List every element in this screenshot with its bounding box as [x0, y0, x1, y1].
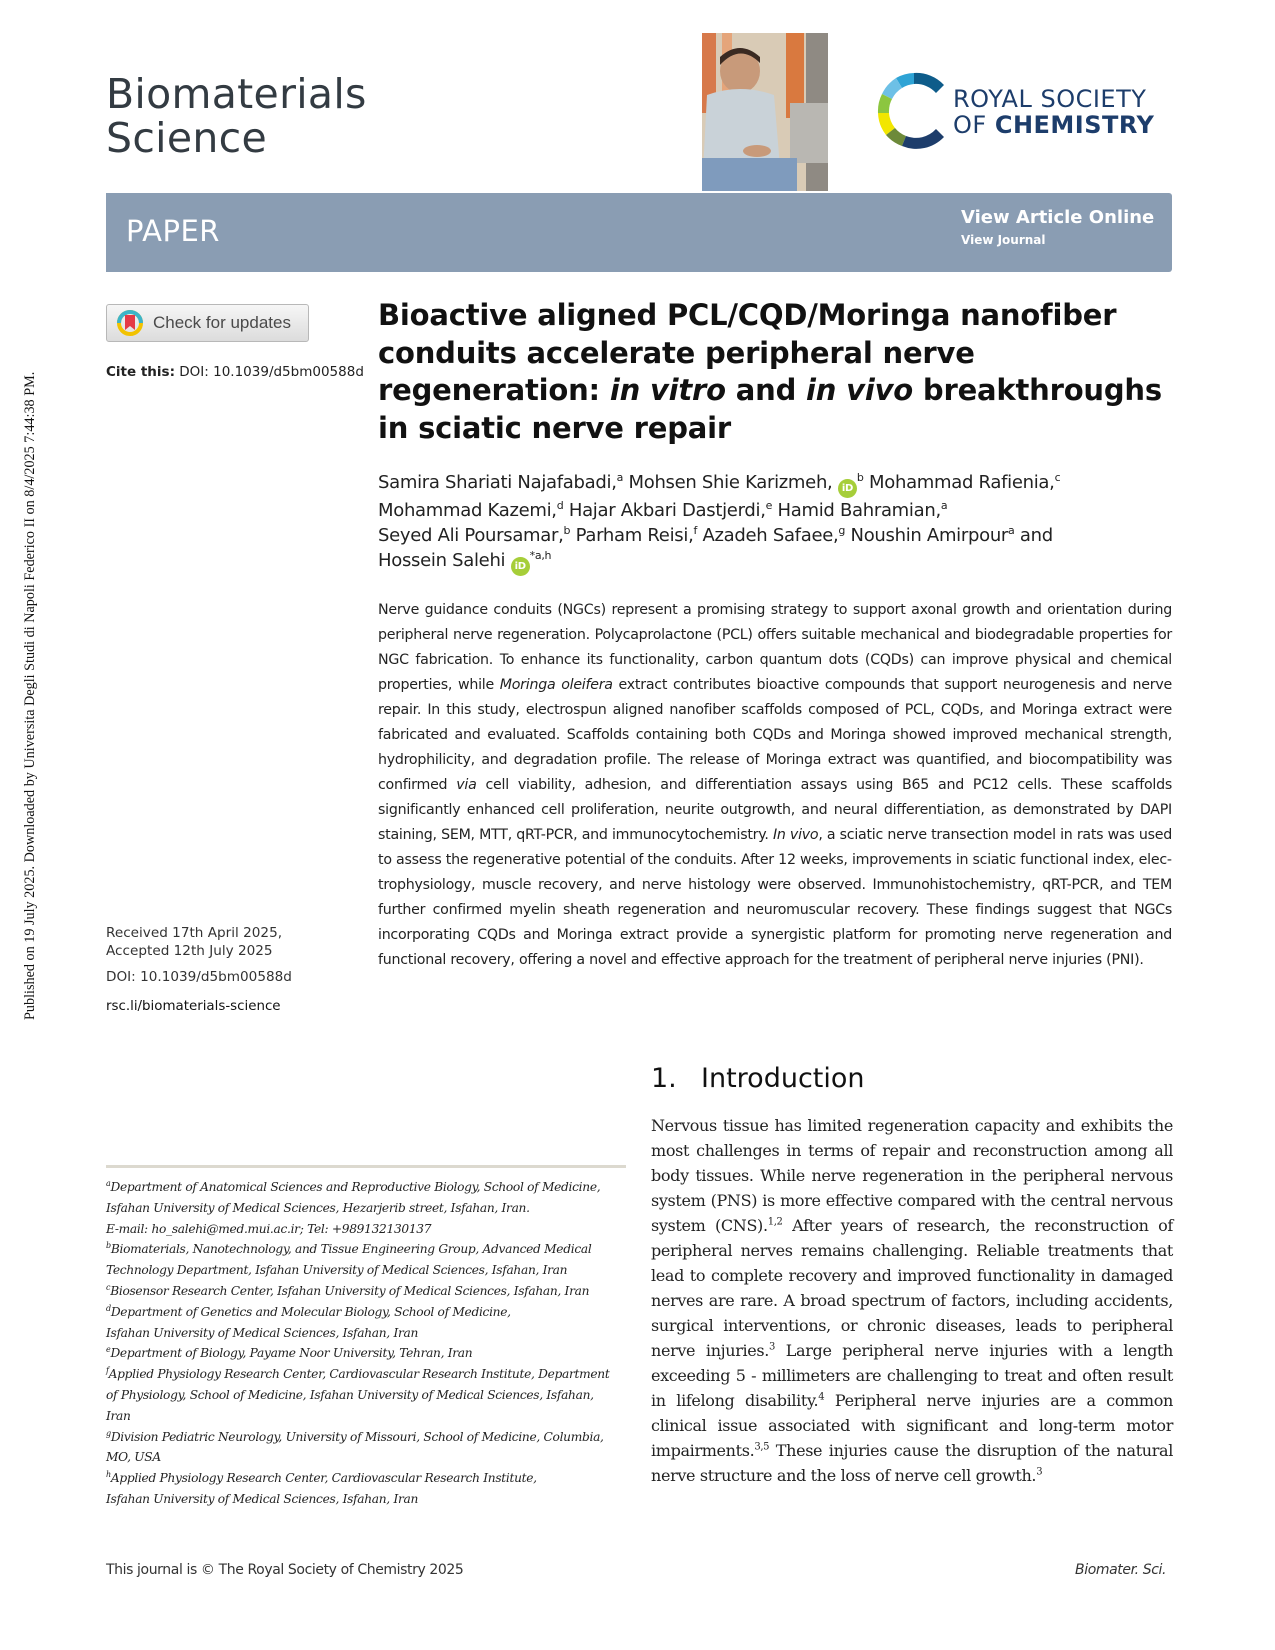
- author-list: [378, 470, 1178, 576]
- journal-link[interactable]: rsc.li/biomaterials-science: [106, 999, 281, 1014]
- rsc-wordmark-line2: [953, 112, 1154, 138]
- author-name: Azadeh Safaee,: [702, 525, 839, 546]
- affiliation-line: Applied Physiology Research Center, Cardiovascular Research Institute, Department: [108, 1367, 610, 1382]
- intro-text: After years of research, the reconstruction of peripheral nerves remains challenging. Reliable treatments that lead to complete recovery and improved functionality in damaged nerves are rare. A broad spectrum of factors, including accidents, surgical interventions, or chronic diseases, leads to peripheral nerve injuries.: [651, 1216, 1173, 1360]
- section-heading-introduction: [651, 1063, 865, 1094]
- affiliation-item: [106, 1364, 626, 1426]
- rsc-wordmark-line1: ROYAL SOCIETY: [953, 85, 1147, 113]
- affiliation-item: [106, 1468, 626, 1510]
- affiliation-marker: *a,h: [529, 549, 552, 562]
- affiliation-marker: a: [616, 471, 624, 484]
- received-accepted-dates: [106, 924, 282, 960]
- affiliation-line: Isfahan University of Medical Sciences, Isfahan, Iran: [106, 1491, 419, 1506]
- journal-name-line2: Science: [106, 114, 268, 162]
- affiliation-key: b: [106, 1241, 111, 1251]
- affiliation-line: Applied Physiology Research Center, Cardiovascular Research Institute,: [110, 1471, 537, 1486]
- affiliation-line: Department of Anatomical Sciences and Reproductive Biology, School of Medicine,: [110, 1180, 601, 1194]
- affiliation-marker: f: [693, 524, 698, 537]
- view-article-online-link[interactable]: View Article Online: [961, 207, 1155, 228]
- affiliation-marker: b: [563, 524, 571, 537]
- author-name: Parham Reisi,: [575, 525, 694, 546]
- section-title: Introduction: [701, 1063, 865, 1094]
- author-name: Mohsen Shie Karizmeh,: [628, 472, 833, 493]
- abstract-text: cell viability, adhesion, and differentiation assays using B65 and PC12 cells. These scaffolds significantly enhanced cell proliferation, neurite outgrowth, and neural differentiation, as demonstrated by DAPI staining, SEM, MTT, qRT-PCR, and immunocytochemistry.: [378, 777, 1172, 843]
- affiliation-key: c: [106, 1282, 111, 1292]
- intro-text: Peripheral nerve injuries are a common clinical issue associated with significant and long-term motor impairments.: [651, 1391, 1173, 1460]
- footnote-divider: [106, 1165, 626, 1168]
- author-name: and: [1019, 525, 1053, 546]
- affiliation-line: Isfahan University of Medical Sciences, Hezarjerib street, Isfahan, Iran.: [106, 1200, 530, 1215]
- article-type-label: PAPER: [126, 214, 220, 248]
- affiliation-line: Technology Department, Isfahan University of Medical Sciences, Isfahan, Iran: [106, 1263, 568, 1278]
- abstract: [378, 598, 1172, 973]
- affiliation-key: d: [106, 1303, 111, 1313]
- citation-ref[interactable]: 1,2: [767, 1216, 783, 1228]
- footer-journal-abbrev: Biomater. Sci.: [1075, 1562, 1167, 1578]
- abstract-text: , a sciatic nerve transection model in rats was used to assess the regenerative potential of the conduits. After 12 weeks, improvements in sciatic functional index, electrophysiology, muscle recovery, and nerve histology were observed. Immunohistochemistry, qRT-PCR, and TEM further confirmed myelin sheath regeneration and neuromuscular recovery. These findings suggest that NGCs incorporating CQDs and Moringa extract provide a synergistic platform for promoting nerve regeneration and functional recovery, offering a novel and effective approach for the treatment of peripheral nerve injuries (PNI).: [378, 827, 1172, 968]
- title-text: and: [725, 373, 807, 407]
- affiliation-line: Division Pediatric Neurology, University of Missouri, School of Medicine, Columbia,: [110, 1429, 604, 1444]
- affiliation-line: Biosensor Research Center, Isfahan University of Medical Sciences, Isfahan, Iran: [110, 1283, 590, 1298]
- intro-text: Large peripheral nerve injuries with a length exceeding 5 - millimeters are challenging to treat and often result in lifelong disability.: [651, 1341, 1173, 1410]
- affiliation-key: f: [106, 1366, 109, 1376]
- cite-this: [106, 364, 364, 380]
- author-name: Hossein Salehi: [378, 550, 506, 571]
- check-for-updates-button[interactable]: [106, 304, 309, 342]
- affiliation-marker: a: [1008, 524, 1015, 537]
- affiliation-line: Iran: [106, 1408, 131, 1423]
- section-number: 1.: [651, 1063, 677, 1094]
- author-name: Samira Shariati Najafabadi,: [378, 472, 617, 493]
- cite-label: Cite this:: [106, 364, 175, 380]
- article-title: [378, 297, 1178, 447]
- abstract-italic: In vivo: [772, 827, 819, 843]
- download-stamp: Published on 19 July 2025. Downloaded by Universita Degli Studi di Napoli Federico II on 8/4/2025 7:44:38 PM.: [22, 371, 38, 1020]
- orcid-icon[interactable]: iD: [838, 479, 857, 498]
- rsc-wordmark: [953, 86, 1154, 138]
- intro-text: These injuries cause the disruption of the natural nerve structure and the loss of nerve cell growth.: [651, 1441, 1173, 1485]
- affiliation-marker: g: [838, 524, 846, 537]
- cite-doi: DOI: 10.1039/d5bm00588d: [174, 364, 364, 380]
- title-text: breakthroughs in sciatic nerve repair: [378, 373, 1162, 445]
- author-name: Hamid Bahramian,: [777, 500, 941, 521]
- affiliation-key: e: [106, 1345, 111, 1355]
- affiliation-item: [106, 1302, 626, 1344]
- affiliation-marker: a: [940, 499, 948, 512]
- journal-name: [106, 72, 367, 160]
- affiliation-key: g: [106, 1428, 111, 1438]
- affiliation-item: [106, 1177, 626, 1239]
- citation-ref[interactable]: 3,5: [754, 1441, 770, 1453]
- introduction-paragraph: [651, 1113, 1173, 1488]
- affiliation-line: E-mail: ho_salehi@med.mui.ac.ir; Tel: +989132130137: [106, 1221, 432, 1236]
- affiliation-marker: c: [1054, 471, 1061, 484]
- affiliation-key: a: [106, 1178, 111, 1188]
- citation-ref[interactable]: 3: [769, 1341, 776, 1353]
- author-name: Noushin Amirpour: [850, 525, 1009, 546]
- affiliation-marker: d: [556, 499, 564, 512]
- rsc-wordmark-bold: CHEMISTRY: [994, 111, 1155, 139]
- title-italic-in-vivo: in vivo: [806, 373, 914, 407]
- accepted-date: Accepted 12th July 2025: [106, 943, 273, 959]
- doi: DOI: 10.1039/d5bm00588d: [106, 969, 292, 985]
- abstract-text: Nerve guidance conduits (NGCs) represent a promising strategy to support axonal growth and orientation during peripheral nerve regeneration. Polycaprolactone (PCL) offers suitable mechanical and biodegradable properties for NGC fabrication. To enhance its functionality, carbon quantum dots (CQDs) can improve physical and chemical properties, while: [378, 602, 1172, 693]
- citation-ref[interactable]: 3: [1036, 1466, 1043, 1478]
- affiliation-marker: b: [856, 471, 864, 484]
- affiliation-line: Department of Genetics and Molecular Biology, School of Medicine,: [110, 1304, 511, 1319]
- affiliation-line: Department of Biology, Payame Noor University, Tehran, Iran: [110, 1346, 473, 1361]
- author-name: Mohammad Kazemi,: [378, 500, 557, 521]
- citation-ref[interactable]: 4: [818, 1391, 825, 1403]
- title-text: Bioactive aligned PCL/CQD/Moringa nanofiber conduits accelerate peripheral nerve regeneration:: [378, 298, 1117, 407]
- author-name: Mohammad Rafienia,: [869, 472, 1055, 493]
- author-photo-icon: [702, 33, 828, 191]
- footer-copyright: This journal is © The Royal Society of Chemistry 2025: [106, 1562, 464, 1578]
- affiliations: [106, 1177, 626, 1510]
- author-name: Hajar Akbari Dastjerdi,: [568, 500, 766, 521]
- intro-text: Nervous tissue has limited regeneration capacity and exhibits the most challenges in terms of repair and reconstruction among all body tissues. While nerve regeneration in the peripheral nervous system (PNS) is more effective compared with the central nervous system (CNS).: [651, 1116, 1173, 1235]
- affiliation-line: Isfahan University of Medical Sciences, Isfahan, Iran: [106, 1325, 419, 1340]
- received-date: Received 17th April 2025,: [106, 925, 283, 941]
- author-photo: [702, 33, 828, 191]
- crossmark-icon: [117, 310, 143, 336]
- title-italic-in-vitro: in vitro: [609, 373, 726, 407]
- check-for-updates-label: Check for updates: [153, 313, 291, 332]
- affiliation-item: [106, 1427, 626, 1469]
- affiliation-item: [106, 1239, 626, 1281]
- affiliation-line: Biomaterials, Nanotechnology, and Tissue Engineering Group, Advanced Medical: [110, 1242, 592, 1257]
- affiliation-marker: e: [765, 499, 773, 512]
- affiliation-line: of Physiology, School of Medicine, Isfahan University of Medical Sciences, Isfahan,: [106, 1387, 594, 1402]
- affiliation-item: [106, 1343, 626, 1364]
- view-journal-link[interactable]: View Journal: [961, 233, 1046, 247]
- affiliation-line: MO, USA: [106, 1450, 161, 1465]
- orcid-icon[interactable]: iD: [511, 557, 530, 576]
- rsc-wordmark-prefix: OF: [953, 111, 995, 139]
- affiliation-item: [106, 1281, 626, 1302]
- abstract-text: extract contributes bioactive compounds that support neurogenesis and nerve repair. In this study, electrospun aligned nanofiber scaffolds composed of PCL, CQDs, and Moringa extract were fabricated and evaluated. Scaffolds containing both CQDs and Moringa showed improved mechanical strength, hydrophilicity, and degradation profile. The release of Moringa extract was quantified, and biocompatibility was confirmed: [378, 677, 1172, 793]
- abstract-italic: Moringa oleifera: [499, 677, 613, 693]
- abstract-italic: via: [456, 777, 477, 793]
- author-name: Seyed Ali Poursamar,: [378, 525, 564, 546]
- journal-name-line1: Biomaterials: [106, 70, 367, 118]
- affiliation-key: h: [106, 1470, 111, 1480]
